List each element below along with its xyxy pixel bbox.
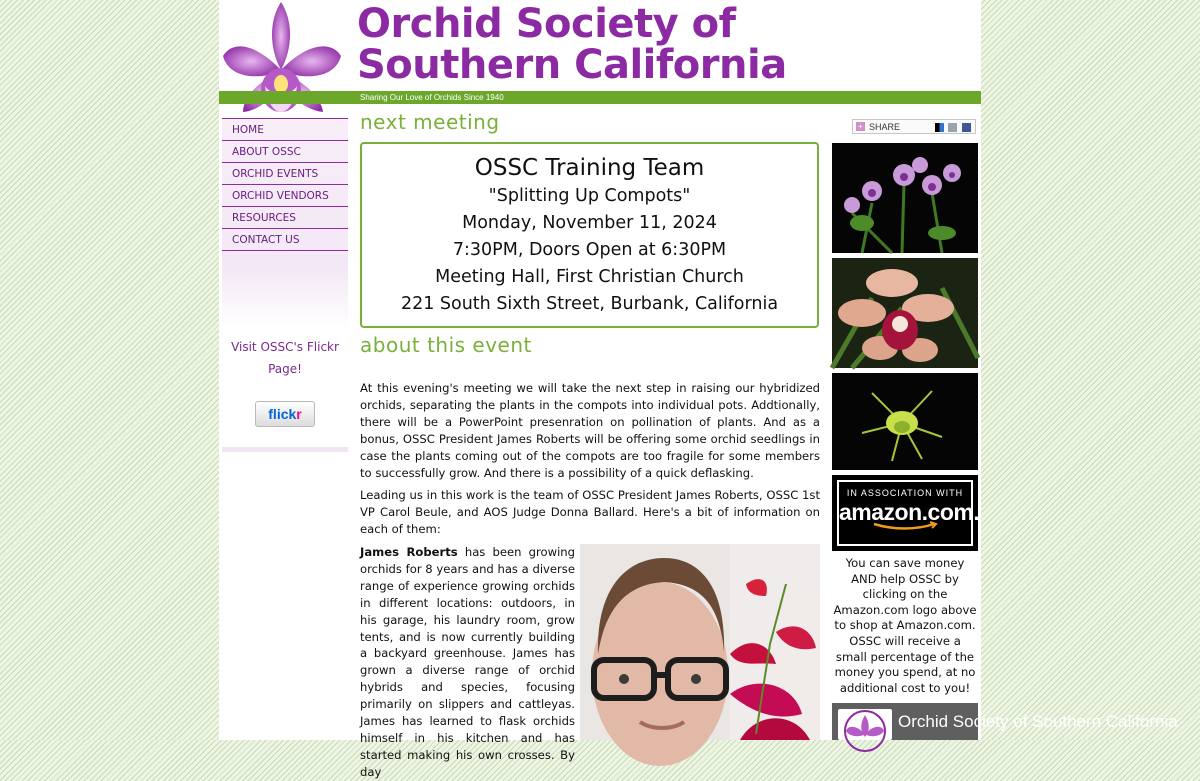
meeting-topic: "Splitting Up Compots": [488, 186, 691, 206]
site-title[interactable]: [357, 1, 787, 88]
flickr-logo-part2: r: [296, 406, 302, 422]
james-roberts-photo: [580, 544, 820, 740]
meeting-date: Monday, November 11, 2024: [462, 213, 717, 233]
event-paragraph-1: At this evening's meeting we will take the next step in raising our hybridized orchids, separating the plants in the compots into individual pots. Addtionally, there will be a PowerPoint presenration on pollination of plants. And as a bonus, OSSC President James Roberts will be offering some orchid seedlings in case the plants coming out of the compots are too fragile for some members to successfully grow. And there is a possibility of a quick deflasking.: [360, 381, 820, 480]
orchid-photo-2[interactable]: [832, 258, 978, 368]
nav-item-orchid-vendors[interactable]: ORCHID VENDORS: [222, 185, 348, 207]
nav-item-home[interactable]: HOME: [222, 118, 348, 141]
meeting-title: OSSC Training Team: [474, 155, 705, 181]
fb-page-logo: [838, 709, 892, 740]
meeting-venue: Meeting Hall, First Christian Church: [435, 267, 744, 287]
nav-item-about-ossc[interactable]: ABOUT OSSC: [222, 141, 348, 163]
delicious-icon: [935, 123, 944, 132]
site-title-line2: Southern California: [357, 42, 787, 88]
share-button[interactable]: [852, 119, 976, 134]
bio-text: has been growing orchids for 8 years and has a diverse range of experience growing orchids in different locations: outdoors, in his garage, his laundry room, grow tents, and is now currently building a backyard greenhouse. James has grown a diverse range of orchid hybrids and species, focusing primarily on slippers and cattleyas. James has learned to flask orchids himself in his kitchen and has started making his own crosses. By day: [360, 545, 575, 779]
event-paragraph-2: Leading us in this work is the team of OSSC President James Roberts, OSSC 1st VP Carol Beule, and AOS Judge Donna Ballard. Here's a bit of information on each of them:: [360, 488, 820, 536]
digg-icon: [948, 123, 957, 132]
share-label: SHARE: [869, 122, 901, 132]
amazon-association-label: IN ASSOCIATION WITH: [846, 488, 964, 498]
flickr-logo-part1: flick: [268, 406, 297, 422]
page: [219, 0, 1178, 779]
flickr-link[interactable]: Visit OSSC's Flickr Page!: [231, 340, 339, 376]
fb-page-title[interactable]: Orchid Society of Southern California: [898, 712, 1178, 731]
orchid-photo-1[interactable]: [832, 143, 978, 253]
bio-name: James Roberts: [360, 545, 458, 559]
facebook-icon: [962, 123, 971, 132]
site-header: [219, 0, 981, 104]
amazon-affiliate-link[interactable]: [832, 475, 978, 551]
amazon-note: You can save money AND help OSSC by clicking on the Amazon.com logo above to shop at Amazon.com. OSSC will receive a small percentage of the money you spend, at no additional cost to you!: [833, 556, 977, 695]
flickr-button[interactable]: [255, 401, 315, 427]
nav-item-orchid-events[interactable]: ORCHID EVENTS: [222, 163, 348, 185]
main-nav: [222, 118, 348, 251]
meeting-address: 221 South Sixth Street, Burbank, California: [400, 294, 779, 314]
share-sites: [933, 120, 971, 135]
amazon-badge: [837, 480, 980, 546]
facebook-widget[interactable]: [832, 703, 1178, 740]
sidebar-bottom-bar: [222, 447, 348, 452]
about-event-heading: about this event: [360, 333, 532, 357]
site-title-line1: Orchid Society of: [357, 1, 736, 47]
share-plus-icon: +: [856, 122, 865, 131]
nav-item-contact-us[interactable]: CONTACT US: [222, 229, 348, 251]
bio-paragraph: [360, 544, 575, 781]
amazon-logo-icon: amazon.com.: [839, 499, 980, 525]
header-green-bar: [219, 91, 981, 104]
meeting-time: 7:30PM, Doors Open at 6:30PM: [452, 240, 727, 260]
tagline: Sharing Our Love of Orchids Since 1940: [360, 93, 504, 102]
orchid-photo-3[interactable]: [832, 373, 978, 470]
meeting-info-box: [360, 142, 819, 328]
sidebar: [222, 118, 348, 453]
orchid-logo-small-icon: [838, 709, 892, 740]
nav-item-resources[interactable]: RESOURCES: [222, 207, 348, 229]
next-meeting-heading: next meeting: [360, 110, 500, 134]
